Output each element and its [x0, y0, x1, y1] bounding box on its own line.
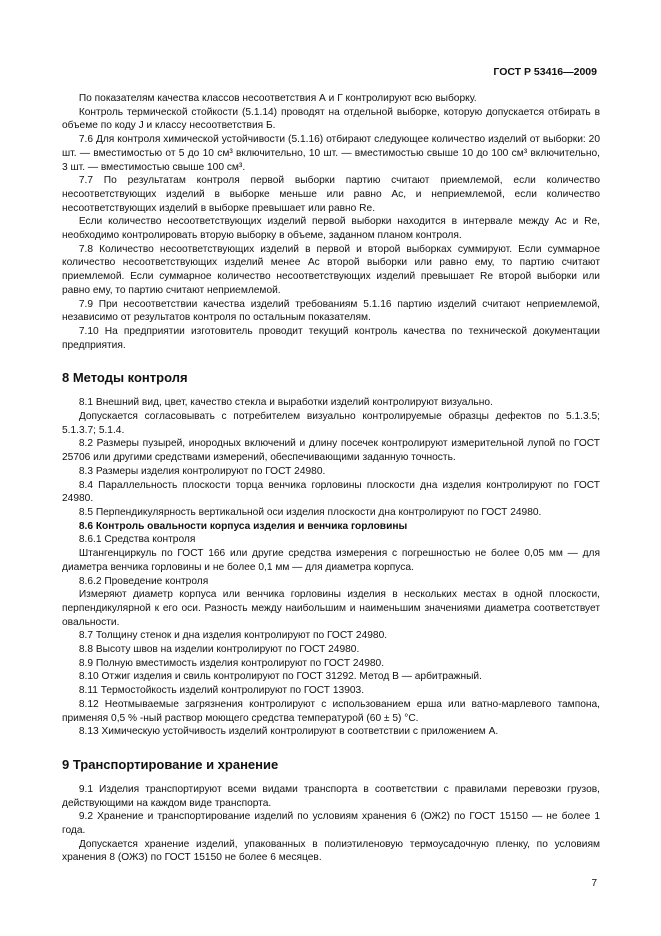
page-body	[62, 92, 600, 865]
paragraph: 8.6.2 Проведение контроля	[78, 575, 209, 587]
section-9-body	[62, 783, 600, 865]
paragraph: 8.13 Химическую устойчивость изделий контролируют в соответствии с приложением А.	[78, 726, 499, 738]
paragraph: Допускается хранение изделий, упакованных в полиэтиленовую термоусадочную пленку, по условиям хранения 8 (ОЖЗ) по ГОСТ 15150 не более 6 месяцев.	[62, 838, 600, 864]
document-header: ГОСТ Р 53416—2009	[493, 66, 597, 78]
paragraph: 8.4 Параллельность плоскости торца венчика горловины плоскости дна изделия контролируют по ГОСТ 24980.	[62, 479, 600, 505]
paragraph: 8.2 Размеры пузырей, инородных включений и длину посечек контролируют измерительной лупой по ГОСТ 25706 или другими средствами измерений, обеспечивающими заданную точность.	[62, 438, 600, 464]
paragraph: 8.3 Размеры изделия контролируют по ГОСТ 24980.	[78, 465, 326, 477]
paragraph: 8.5 Перпендикулярность вертикальной оси изделия плоскости дна контролируют по ГОСТ 24980.	[78, 506, 542, 518]
paragraph: 8.1 Внешний вид, цвет, качество стекла и выработки изделий контролируют визуально.	[78, 397, 493, 409]
paragraph: 7.9 При несоответствии качества изделий требованиям 5.1.16 партию изделий считают неприемлемой, независимо от результатов контроля по остальным показателям.	[62, 298, 600, 324]
section-7-continuation	[62, 92, 600, 352]
section-9-heading: 9 Транспортирование и хранение	[62, 756, 279, 772]
paragraph: 8.10 Отжиг изделия и свиль контролируют по ГОСТ 31292. Метод В — арбитражный.	[78, 671, 482, 683]
paragraph: По показателям качества классов несоответствия А и Г контролируют всю выборку.	[78, 93, 477, 104]
paragraph: 8.7 Толщину стенок и дна изделия контролируют по ГОСТ 24980.	[78, 630, 388, 642]
paragraph: Допускается согласовывать с потребителем визуально контролируемые образцы дефектов по 5.1.3.5; 5.1.3.7; 5.1.4.	[62, 411, 600, 436]
section-8-body	[62, 396, 600, 739]
paragraph: 8.9 Полную вместимость изделия контролируют по ГОСТ 24980.	[78, 657, 385, 669]
paragraph: 7.7 По результатам контроля первой выборки партию считают приемлемой, если количество несоответствующих изделий в выборке меньше или равно Ас, и неприемлемой, если количество несоответствующих изделий в выборке превышает или равно Re.	[62, 175, 600, 214]
paragraph: 7.8 Количество несоответствующих изделий в первой и второй выборках суммируют. Если суммарное количество несоответствующих изделий менее Ас второй выборки или равно ему, то партию считают приемлемой. Если суммарное количество несоответствующих изделий превышает Re второй выборки или равно ему, то партию считают неприемлемой.	[62, 243, 600, 296]
paragraph: 7.10 На предприятии изготовитель проводит текущий контроль качества по технической документации предприятия.	[62, 325, 600, 351]
section-8-heading: 8 Методы контроля	[62, 370, 188, 386]
paragraph: 7.6 Для контроля химической устойчивости (5.1.16) отбирают следующее количество изделий от выборки: 20 шт. — вместимостью от 5 до 10 см³ включительно, 10 шт. — вместимостью свыше 10 до 100 см³ включительно, 3 шт. — вместимостью свыше 100 см³.	[62, 134, 600, 173]
page-number: 7	[591, 878, 597, 889]
paragraph: Штангенциркуль по ГОСТ 166 или другие средства измерения с погрешностью не более 0,05 мм — для диаметра венчика горловины и не более 0,1 мм — для диаметра корпуса.	[62, 548, 600, 573]
paragraph: Если количество несоответствующих изделий первой выборки находится в интервале между Ас и Re, необходимо контролировать вторую выборку в объеме, заданном планом контроля.	[62, 216, 600, 242]
paragraph: 8.6.1 Средства контроля	[78, 534, 196, 546]
paragraph: 9.1 Изделия транспортируют всеми видами транспорта в соответствии с правилами перевозки грузов, действующими на каждом виде транспорта.	[62, 783, 600, 809]
paragraph: 8.11 Термостойкость изделий контролируют по ГОСТ 13903.	[78, 685, 365, 697]
paragraph: 8.12 Неотмываемые загрязнения контролируют с использованием ерша или ватно-марлевого тампона, применяя 0,5 % -ный раствор моющего средства температурой (60 ± 5) °С.	[62, 698, 600, 724]
subsection-heading: 8.6 Контроль овальности корпуса изделия и венчика горловины	[78, 520, 408, 532]
paragraph: 9.2 Хранение и транспортирование изделий по условиям хранения 6 (ОЖ2) по ГОСТ 15150 — не более 1 года.	[62, 811, 600, 837]
paragraph: 8.8 Высоту швов на изделии контролируют по ГОСТ 24980.	[78, 644, 360, 656]
paragraph: Измеряют диаметр корпуса или венчика горловины изделия в нескольких местах в одной плоскости, перпендикулярной к его оси. Разность между наибольшим и наименьшим значениями диаметра соответствует овальности.	[62, 589, 600, 628]
paragraph: Контроль термической стойкости (5.1.14) проводят на отдельной выборке, которую допускается отбирать в объеме по коду J и классу несоответствия Б.	[62, 106, 600, 132]
